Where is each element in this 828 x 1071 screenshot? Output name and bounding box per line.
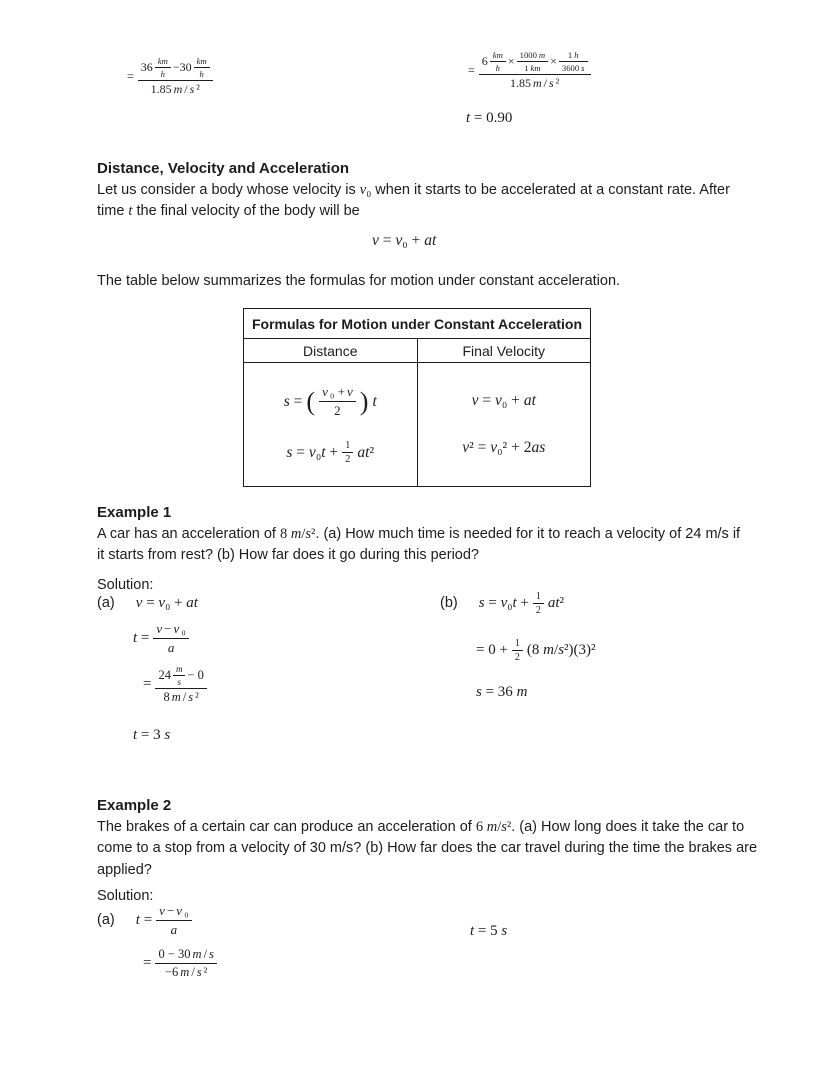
equation-t-definition: t = v − v ₀ a xyxy=(133,621,189,656)
half-fraction: $\frac{1}{2}$ xyxy=(512,638,523,663)
table-intro: The table below summarizes the formulas for motion under constant acceleration. xyxy=(97,273,621,289)
velocity-formula-centered: v = v₀ + at xyxy=(372,232,437,249)
formula-distance-average: s = ( v ₀ + v 2 ) t xyxy=(283,384,377,418)
math-6ms2: 6 m/s² xyxy=(475,818,512,835)
example1-problem-line2: it starts from rest? (b) How far does it go during this period? xyxy=(97,547,479,563)
section-block xyxy=(97,158,730,223)
unit-fraction-kmh: $\frac{km}{h}$ xyxy=(155,56,171,79)
part-b-label: (b) xyxy=(440,595,458,611)
column-header-distance: Distance xyxy=(303,342,358,359)
equation-velocity-difference xyxy=(127,56,213,97)
fraction-denominator: 1.85 m / s ² xyxy=(509,76,560,90)
table-header-row xyxy=(244,339,590,363)
example2-solution-label: Solution: xyxy=(97,888,154,904)
fraction-numerator: 36 $\frac{km}{h}$ −30 $\frac{km}{h}$ xyxy=(138,56,213,81)
equation-t-substitution: = 0 − 30 m / s −6 m / s ² xyxy=(143,947,217,980)
equation-t-definition: t = v − v ₀ a xyxy=(136,903,192,938)
formulas-table xyxy=(243,308,591,487)
fraction: 0 − 30 m / s −6 m / s ² xyxy=(155,947,216,980)
unit-fraction-m-per-km: 1000 m 1 km xyxy=(517,50,548,73)
fraction-denominator: 1.85 m / s ² xyxy=(150,82,200,96)
example2-block xyxy=(97,795,757,881)
column-header-final-velocity: Final Velocity xyxy=(417,339,591,362)
fraction: v ₀ + v 2 xyxy=(319,384,356,419)
unit-fraction-kmh: $\frac{km}{h}$ xyxy=(490,50,506,73)
equals-sign: = xyxy=(127,69,134,83)
equation-s-substitution: = 0 + $\frac{1}{2}$ (8 m/s²)(3)² xyxy=(476,638,596,663)
unit-fraction-h-per-s: 1 h 3600 s xyxy=(559,50,588,73)
time-result-5s: t = 5 s xyxy=(470,923,508,939)
fraction-numerator: 6 $\frac{km}{h}$ × 1000 m 1 km × 1 h 3600 s xyxy=(479,50,591,75)
open-paren: ( xyxy=(306,386,316,416)
equation-v-equals: v = v₀ + at xyxy=(135,595,198,611)
table-cell-final-velocity xyxy=(417,363,591,486)
fraction xyxy=(479,50,591,91)
example1-heading: Example 1 xyxy=(97,504,172,521)
example1-problem-line1: A car has an acceleration of 8 m/s². (a) How much time is needed for it to reach a velocity of 24 m/s if xyxy=(97,525,741,542)
math-8ms2: 8 m/s² xyxy=(279,525,316,542)
example2-problem-line2: come to a stop from a velocity of 30 m/s? (b) How far does the car travel during the time the brakes are xyxy=(97,840,758,856)
half-fraction: $\frac{1}{2}$ xyxy=(533,591,544,616)
table-title: Formulas for Motion under Constant Acceleration xyxy=(244,309,590,339)
fraction: v − v ₀ a xyxy=(156,903,191,938)
fraction-numerator: 24 $\frac{m}{s}$ − 0 xyxy=(155,664,206,689)
time-result-090: t = 0.90 xyxy=(466,110,513,126)
math-v0: v₀ xyxy=(359,181,372,198)
section-intro-line1: Let us consider a body whose velocity is v₀ when it starts to be accelerated at a constant rate. After xyxy=(97,181,730,198)
example1-part-a-row xyxy=(97,595,198,612)
example2-problem-line1: The brakes of a certain car can produce an acceleration of 6 m/s². (a) How long does it take the car to xyxy=(97,818,745,835)
section-heading: Distance, Velocity and Acceleration xyxy=(97,160,350,177)
fraction: v − v ₀ a xyxy=(153,621,188,656)
example1-block xyxy=(97,502,740,567)
table-body xyxy=(244,363,590,486)
example1-part-b-row xyxy=(440,591,564,616)
half-fraction: $\frac{1}{2}$ xyxy=(342,440,353,465)
formula-distance-acceleration: s = v₀t + $\frac{1}{2}$ at² xyxy=(286,440,375,465)
example2-heading: Example 2 xyxy=(97,797,172,814)
part-a-label: (a) xyxy=(97,912,115,929)
formula-velocity-squared: v² = v₀² + 2as xyxy=(462,439,546,456)
close-paren: ) xyxy=(359,386,369,416)
example1-solution-label: Solution: xyxy=(97,577,154,593)
distance-result: s = 36 m xyxy=(476,684,528,700)
unit-fraction-ms: $\frac{m}{s}$ xyxy=(173,664,186,687)
unit-fraction-kmh: $\frac{km}{h}$ xyxy=(194,56,210,79)
example2-problem-line3: applied? xyxy=(97,861,152,878)
fraction xyxy=(138,56,213,97)
equation-s-formula: s = v₀t + $\frac{1}{2}$ at² xyxy=(478,591,565,616)
math-t: t xyxy=(128,203,133,219)
example2-part-a-row xyxy=(97,903,192,938)
formula-velocity-linear: v = v₀ + at xyxy=(471,392,536,409)
equals-sign: = xyxy=(468,63,475,77)
equation-unit-conversion xyxy=(468,50,591,91)
fraction-denominator: 8 m / s ² xyxy=(163,690,199,704)
part-a-label: (a) xyxy=(97,595,115,611)
equation-t-substitution: = 24 $\frac{m}{s}$ − 0 8 m / s ² xyxy=(143,664,207,705)
fraction xyxy=(155,664,206,705)
time-result-3s: t = 3 s xyxy=(133,727,171,743)
section-intro-line2: time t the final velocity of the body will be xyxy=(97,203,360,219)
table-cell-distance xyxy=(244,363,417,486)
